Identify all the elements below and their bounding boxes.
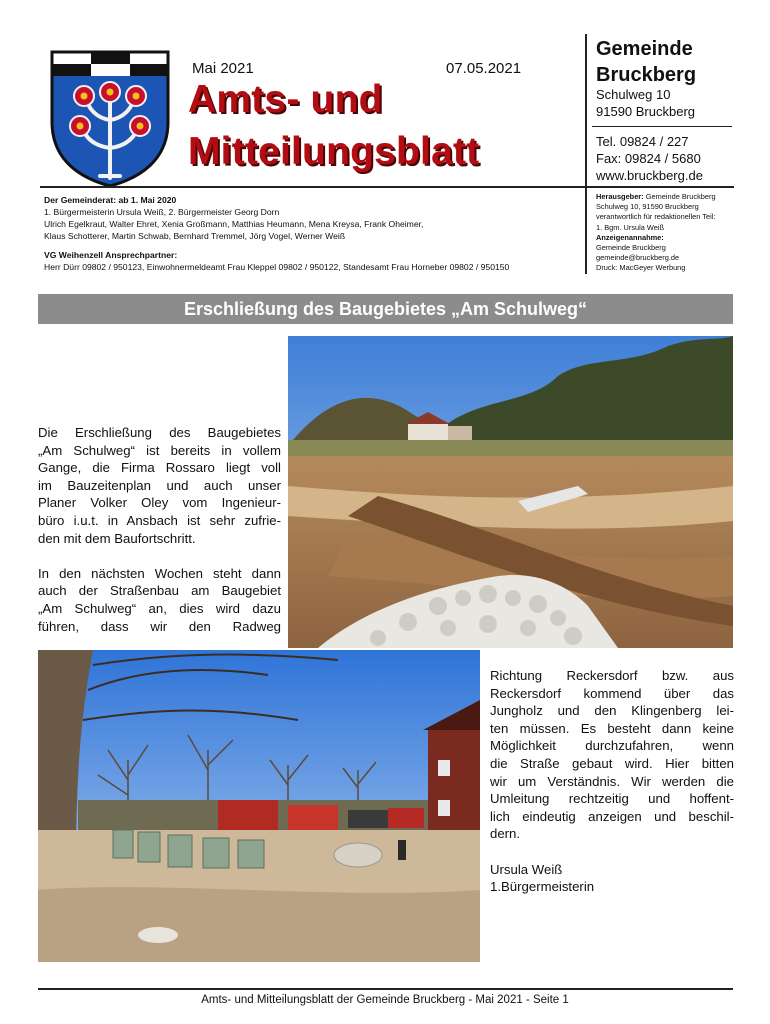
print-info: Druck: MacGeyer Werbung [596,263,686,273]
article-line: wir um Verständnis. Wir werden die [490,773,734,789]
article-column-2 [490,667,734,896]
publisher-address: Schulweg 10, 91590 Bruckberg [596,202,699,212]
newsletter-title [188,74,479,178]
issue-month: Mai 2021 [192,60,254,77]
municipality-name-line-2: Bruckberg [596,64,697,86]
vg-heading: VG Weihenzell Ansprechpartner: [44,250,178,260]
article-line: ten müssen. Es besteht dann keine [490,720,734,736]
publisher-info [596,192,746,274]
publisher-value: Gemeinde Bruckberg [645,192,716,201]
article-line: Umleitung rechtzeitig und hoffent- [490,791,734,807]
article-line: Richtung Reckersdorf bzw. aus [490,668,734,683]
article-line: führen, dass wir den Radweg [38,618,281,634]
council-line: Klaus Schotterer, Martin Schwab, Bernhard Tremmel, Jörg Vogel, Werner Weiß [44,231,346,241]
footer-divider [38,988,733,990]
ads-name: Gemeinde Bruckberg [596,243,666,253]
issue-date: 07.05.2021 [446,60,522,77]
header-vertical-divider [585,34,587,274]
article-line: Gange, die Firma Rossaro liegt voll [38,460,281,476]
title-line-1: Amts- und [188,78,383,121]
contact-fax: Fax: 09824 / 5680 [596,151,701,166]
contact-phone: Tel. 09824 / 227 [596,134,689,149]
header-horizontal-divider [40,186,734,188]
contact-divider [592,126,732,127]
article-headline: Erschließung des Baugebietes „Am Schulweg“ [38,294,733,324]
municipality-name [596,36,696,88]
contact-website[interactable]: www.bruckberg.de [596,168,703,183]
article-line: Die Erschließung des Baugebietes [38,425,281,440]
council-line: Ulrich Egelkraut, Walter Ehret, Xenia Großmann, Matthias Heumann, Mena Kreysa, Frank Oheimer, [44,219,424,229]
article-line: im Bauzeitenplan und auch unser [38,477,281,493]
publisher-label: Herausgeber: [596,192,644,201]
municipality-address [596,86,695,120]
municipality-name-line-1: Gemeinde [596,38,693,60]
article-line: büro i.u.t. in Ansbach ist sehr zufrie- [38,512,281,528]
vg-contacts: Herr Dürr 09802 / 950123, Einwohnermeldeamt Frau Kleppel 09802 / 950122, Standesamt Frau Horneber 09802 / 950150 [44,262,510,272]
article-line: den mit dem Baufortschritt. [38,530,196,546]
article-line: Möglichkeit durchzufahren, wenn [490,738,734,754]
article-line: „Am Schulweg“ ist bereits in vollem [38,442,281,458]
article-line: die Straße gebaut wird. Hier bitten [490,755,734,771]
pipes-and-trucks-photo [38,650,480,962]
ads-email[interactable]: gemeinde@bruckberg.de [596,253,680,263]
council-info [44,194,580,273]
coat-of-arms-logo [48,48,172,188]
article-line: Planer Volker Oley vom Ingenieur- [38,495,281,511]
title-line-2: Mitteilungsblatt [188,130,480,173]
address-street: Schulweg 10 [596,87,671,102]
page-footer: Amts- und Mitteilungsblatt der Gemeinde Bruckberg - Mai 2021 - Seite 1 [201,994,569,1006]
article-line: dern. [490,826,521,842]
signature-name: Ursula Weiß [490,861,563,877]
article-line: lich eindeutig anzeigen und beschil- [490,808,734,824]
article-line: In den nächsten Wochen steht dann [38,565,281,581]
article-line: auch der Straßenbau am Baugebiet [38,583,281,599]
article-line: „Am Schulweg“ an, dies wird dazu [38,600,281,616]
article-column-1 [38,424,281,635]
ads-label: Anzeigenannahme: [596,232,664,242]
council-line: 1. Bürgermeisterin Ursula Weiß, 2. Bürgermeister Georg Dorn [44,207,280,217]
publisher-responsible-label: verantwortlich für redaktionellen Teil: [596,212,716,222]
article-line: Reckersdorf kommend über das [490,685,734,701]
council-heading: Der Gemeinderat: ab 1. Mai 2020 [44,195,177,205]
article-line: Jungholz und den Klingenberg lei- [490,703,734,719]
signature-title: 1.Bürgermeisterin [490,879,595,895]
municipality-contact [596,133,703,184]
publisher-responsible-name: 1. Bgm. Ursula Weiß [596,222,665,232]
address-city: 91590 Bruckberg [596,104,696,119]
construction-site-photo [288,336,733,648]
